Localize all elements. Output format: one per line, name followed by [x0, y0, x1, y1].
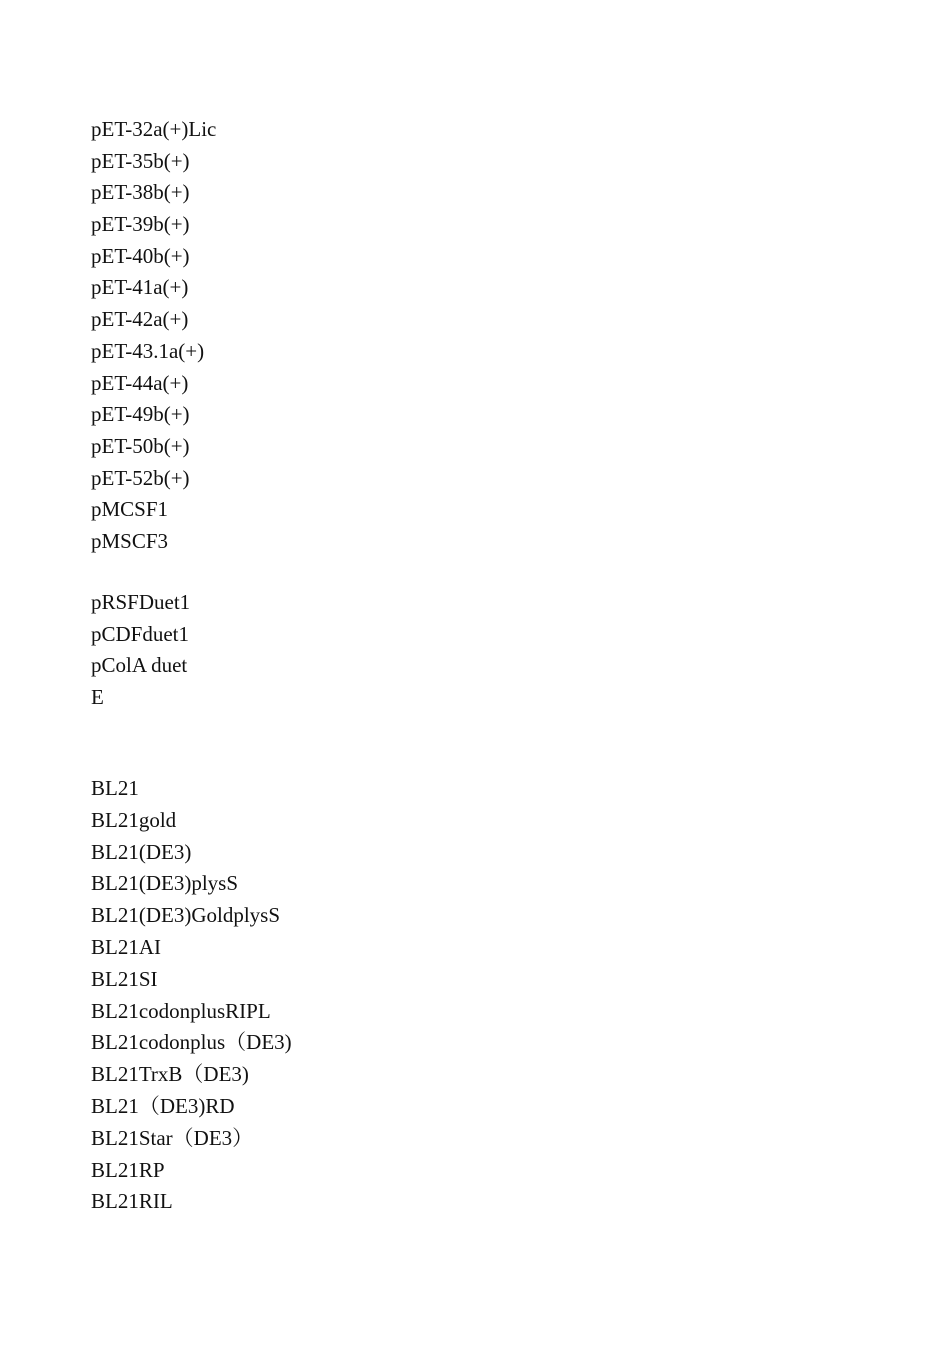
list-item: BL21AI [91, 934, 161, 959]
list-item: BL21SI [91, 966, 158, 991]
list-item: pET-52b(+) [91, 465, 190, 490]
list-item: pET-39b(+) [91, 212, 190, 237]
list-item: pET-50b(+) [91, 433, 190, 458]
list-item: pET-35b(+) [91, 148, 190, 173]
vector-list [91, 116, 216, 560]
list-item: BL21(DE3)GoldplysS [91, 903, 280, 928]
strain-list [91, 775, 292, 1220]
list-item: pColA duet [91, 653, 188, 678]
list-item: BL21TrxB（DE3) [91, 1062, 249, 1087]
list-item: E [91, 685, 104, 710]
list-item: pET-42a(+) [91, 307, 189, 332]
list-item: pMSCF3 [91, 528, 169, 553]
list-item: BL21RIL [91, 1189, 173, 1214]
list-item: pET-32a(+)Lic [91, 117, 217, 141]
list-item: BL21codonplusRIPL [91, 998, 271, 1023]
list-item: pCDFduet1 [91, 621, 190, 646]
list-item: BL21(DE3) [91, 839, 192, 864]
list-item: BL21RP [91, 1157, 165, 1182]
duet-vector-list [91, 589, 190, 716]
list-item: pET-43.1a(+) [91, 338, 205, 363]
list-item: BL21 [91, 776, 139, 800]
list-item: pET-38b(+) [91, 180, 190, 205]
list-item: pET-49b(+) [91, 402, 190, 427]
list-item: BL21(DE3)plysS [91, 871, 238, 896]
list-item: pMCSF1 [91, 497, 169, 522]
list-item: pRSFDuet1 [91, 590, 191, 614]
list-item: pET-40b(+) [91, 243, 190, 268]
list-item: BL21Star（DE3） [91, 1125, 254, 1150]
list-item: BL21gold [91, 807, 177, 832]
list-item: BL21codonplus（DE3) [91, 1030, 292, 1055]
list-item: BL21（DE3)RD [91, 1093, 235, 1118]
list-item: pET-44a(+) [91, 370, 189, 395]
list-item: pET-41a(+) [91, 275, 189, 300]
